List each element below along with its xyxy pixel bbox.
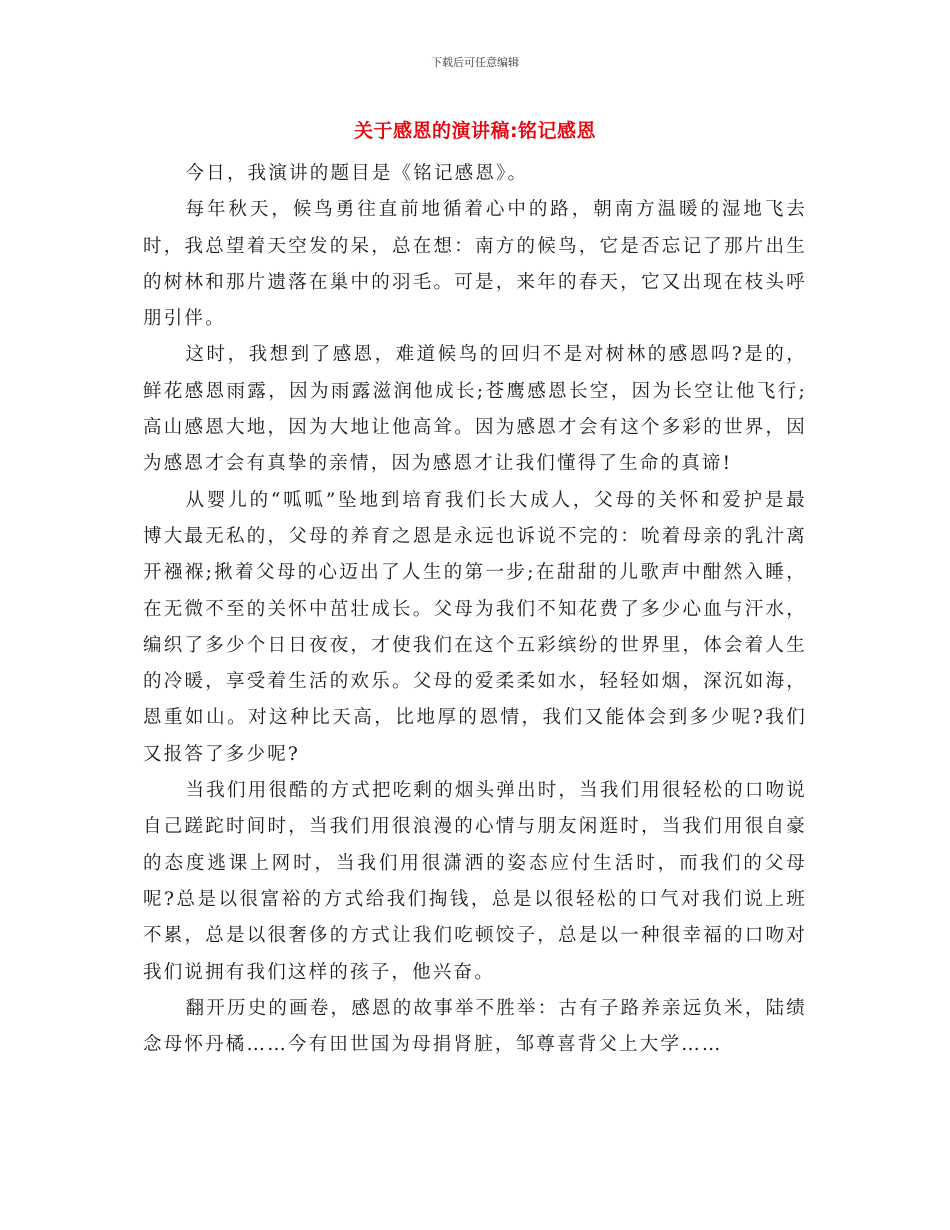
document-title: 关于感恩的演讲稿:铭记感恩 xyxy=(353,120,597,142)
paragraph: 翻开历史的画卷，感恩的故事举不胜举：古有子路养亲远负米，陆绩念母怀丹橘……今有田世国为母捐肾脏，邹尊喜背父上大学…… xyxy=(143,997,807,1056)
paragraph: 当我们用很酷的方式把吃剩的烟头弹出时，当我们用很轻松的口吻说自己蹉跎时间时，当我们用很浪漫的心情与朋友闲逛时，当我们用很自豪的态度逃课上网时，当我们用很潇洒的姿态应付生活时，而我们的父母呢?总是以很富裕的方式给我们掏钱，总是以很轻松的口气对我们说上班不累，总是以很奢侈的方式让我们吃顿饺子，总是以一种很幸福的口吻对我们说拥有我们这样的孩子，他兴奋。 xyxy=(143,780,807,983)
document-body xyxy=(143,156,807,1063)
paragraph: 这时，我想到了感恩，难道候鸟的回归不是对树林的感恩吗?是的，鲜花感恩雨露，因为雨露滋润他成长;苍鹰感恩长空，因为长空让他飞行;高山感恩大地，因为大地让他高耸。因为感恩才会有这个多彩的世界，因为感恩才会有真挚的亲情，因为感恩才让我们懂得了生命的真谛! xyxy=(143,344,807,475)
paragraph: 从婴儿的“呱呱”坠地到培育我们长大成人，父母的关怀和爱护是最博大最无私的，父母的养育之恩是永远也诉说不完的：吮着母亲的乳汁离开襁褓;揪着父母的心迈出了人生的第一步;在甜甜的儿歌声中酣然入睡，在无微不至的关怀中茁壮成长。父母为我们不知花费了多少心血与汗水，编织了多少个日日夜夜，才使我们在这个五彩缤纷的世界里，体会着人生的冷暖，享受着生活的欢乐。父母的爱柔柔如水，轻轻如烟，深沉如海，恩重如山。对这种比天高，比地厚的恩情，我们又能体会到多少呢?我们又报答了多少呢? xyxy=(143,489,807,765)
paragraph: 今日，我演讲的题目是《铭记感恩》。 xyxy=(185,163,529,184)
header-note: 下载后可任意编辑 xyxy=(431,56,519,69)
paragraph: 每年秋天，候鸟勇往直前地循着心中的路，朝南方温暖的湿地飞去时，我总望着天空发的呆，总在想：南方的候鸟，它是否忘记了那片出生的树林和那片遗落在巢中的羽毛。可是，来年的春天，它又出现在枝头呼朋引伴。 xyxy=(143,199,807,330)
